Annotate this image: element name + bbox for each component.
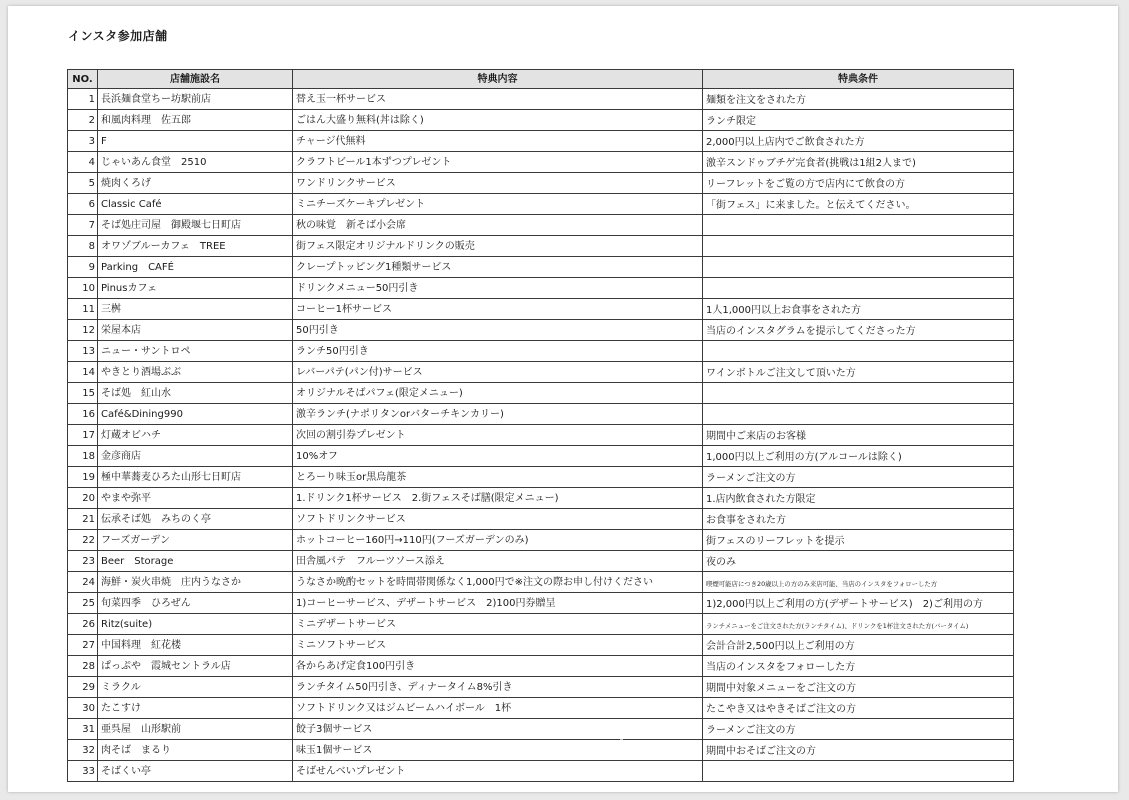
table-row — [68, 698, 1014, 719]
table-row — [68, 446, 1014, 467]
row-no: 19 — [68, 467, 98, 488]
row-condition — [703, 236, 1014, 257]
row-condition: 1)2,000円以上ご利用の方(デザートサービス) 2)ご利用の方 — [703, 593, 1014, 614]
document-page — [8, 6, 1118, 792]
row-condition — [703, 404, 1014, 425]
row-benefit: ソフトドリンクサービス — [293, 509, 703, 530]
row-shop-name: ぱっぷや 霞城セントラル店 — [98, 656, 293, 677]
row-shop-name: フーズガーデン — [98, 530, 293, 551]
row-no: 8 — [68, 236, 98, 257]
row-benefit: クレープトッピング1種類サービス — [293, 257, 703, 278]
row-shop-name: 焼肉くろげ — [98, 173, 293, 194]
row-condition: 1,000円以上ご利用の方(アルコールは除く) — [703, 446, 1014, 467]
row-no: 31 — [68, 719, 98, 740]
table-row — [68, 236, 1014, 257]
row-no: 22 — [68, 530, 98, 551]
table-row — [68, 488, 1014, 509]
table-row — [68, 761, 1014, 782]
row-no: 28 — [68, 656, 98, 677]
row-condition: たこやき又はやきそばご注文の方 — [703, 698, 1014, 719]
row-condition — [703, 257, 1014, 278]
table-row — [68, 425, 1014, 446]
row-shop-name: 金彦商店 — [98, 446, 293, 467]
row-condition: 麺類を注文をされた方 — [703, 89, 1014, 110]
table-row — [68, 740, 1014, 761]
row-shop-name: 極中華蕎麦ひろた山形七日町店 — [98, 467, 293, 488]
row-no: 20 — [68, 488, 98, 509]
row-shop-name: 海鮮・炭火串焼 庄内うなさか — [98, 572, 293, 593]
table-row — [68, 278, 1014, 299]
row-benefit: 次回の割引券プレゼント — [293, 425, 703, 446]
row-no: 30 — [68, 698, 98, 719]
table-row — [68, 530, 1014, 551]
row-shop-name: Beer Storage — [98, 551, 293, 572]
row-no: 7 — [68, 215, 98, 236]
row-shop-name: そば処庄司屋 御殿堰七日町店 — [98, 215, 293, 236]
row-shop-name: 肉そば まるり — [98, 740, 293, 761]
row-condition — [703, 383, 1014, 404]
row-benefit: チャージ代無料 — [293, 131, 703, 152]
table-row — [68, 110, 1014, 131]
table-row — [68, 593, 1014, 614]
row-condition: 期間中対象メニューをご注文の方 — [703, 677, 1014, 698]
row-condition: 当店のインスタをフォローした方 — [703, 656, 1014, 677]
scan-speck — [620, 739, 623, 740]
row-benefit: レバーパテ(パン付)サービス — [293, 362, 703, 383]
row-condition: 「街フェス」に来ました。と伝えてください。 — [703, 194, 1014, 215]
row-condition: 会計合計2,500円以上ご利用の方 — [703, 635, 1014, 656]
page-title: インスタ参加店舗 — [68, 29, 168, 43]
table-row — [68, 467, 1014, 488]
row-no: 24 — [68, 572, 98, 593]
row-benefit: ミニソフトサービス — [293, 635, 703, 656]
row-benefit: 秋の味覚 新そば小会席 — [293, 215, 703, 236]
row-benefit: 街フェス限定オリジナルドリンクの販売 — [293, 236, 703, 257]
row-no: 23 — [68, 551, 98, 572]
row-condition: 夜のみ — [703, 551, 1014, 572]
row-no: 12 — [68, 320, 98, 341]
row-no: 14 — [68, 362, 98, 383]
table-row — [68, 257, 1014, 278]
row-condition: 2,000円以上店内でご飲食された方 — [703, 131, 1014, 152]
row-condition: ランチ限定 — [703, 110, 1014, 131]
row-shop-name: Parking CAFÉ — [98, 257, 293, 278]
row-shop-name: 亜呉屋 山形駅前 — [98, 719, 293, 740]
row-condition — [703, 341, 1014, 362]
row-no: 9 — [68, 257, 98, 278]
table-row — [68, 509, 1014, 530]
table-row — [68, 215, 1014, 236]
row-condition: ワインボトルご注文して頂いた方 — [703, 362, 1014, 383]
table-row — [68, 404, 1014, 425]
row-shop-name: Ritz(suite) — [98, 614, 293, 635]
row-no: 6 — [68, 194, 98, 215]
row-benefit: 味玉1個サービス — [293, 740, 703, 761]
row-no: 26 — [68, 614, 98, 635]
row-shop-name: 三桝 — [98, 299, 293, 320]
header-condition: 特典条件 — [703, 70, 1014, 89]
row-shop-name: やきとり酒場ぶぶ — [98, 362, 293, 383]
row-condition — [703, 278, 1014, 299]
row-condition: ラーメンご注文の方 — [703, 467, 1014, 488]
row-benefit: 替え玉一杯サービス — [293, 89, 703, 110]
row-no: 3 — [68, 131, 98, 152]
table-row — [68, 131, 1014, 152]
table-row — [68, 89, 1014, 110]
row-condition: 街フェスのリーフレットを提示 — [703, 530, 1014, 551]
row-benefit: とろーり味玉or黒烏龍茶 — [293, 467, 703, 488]
row-benefit: ミニデザートサービス — [293, 614, 703, 635]
table-row — [68, 614, 1014, 635]
row-condition: リーフレットをご覧の方で店内にて飲食の方 — [703, 173, 1014, 194]
row-shop-name: F — [98, 131, 293, 152]
row-no: 4 — [68, 152, 98, 173]
row-benefit: ドリンクメニュー50円引き — [293, 278, 703, 299]
row-benefit: 50円引き — [293, 320, 703, 341]
row-shop-name: じゃいあん食堂 2510 — [98, 152, 293, 173]
row-shop-name: そば処 紅山水 — [98, 383, 293, 404]
row-condition: 1.店内飲食された方限定 — [703, 488, 1014, 509]
row-benefit: コーヒー1杯サービス — [293, 299, 703, 320]
row-no: 21 — [68, 509, 98, 530]
table-body — [68, 89, 1014, 782]
table-row — [68, 635, 1014, 656]
row-benefit: 田舎風パテ フルーツソース添え — [293, 551, 703, 572]
table-row — [68, 656, 1014, 677]
row-shop-name: Classic Café — [98, 194, 293, 215]
row-condition: ランチメニューをご注文された方(ランチタイム)、ドリンクを1杯注文された方(バータイム) — [703, 614, 1014, 635]
table-row — [68, 320, 1014, 341]
table-row — [68, 719, 1014, 740]
row-condition — [703, 215, 1014, 236]
row-benefit: 餃子3個サービス — [293, 719, 703, 740]
row-benefit: うなさか晩酌セットを時間帯関係なく1,000円で※注文の際お申し付けください — [293, 572, 703, 593]
table-row — [68, 152, 1014, 173]
row-shop-name: 長浜麺食堂ちー坊駅前店 — [98, 89, 293, 110]
row-no: 16 — [68, 404, 98, 425]
row-benefit: そばせんべいプレゼント — [293, 761, 703, 782]
row-no: 18 — [68, 446, 98, 467]
row-condition: 喫煙可能店につき20歳以上の方のみ来店可能、当店のインスタをフォローした方 — [703, 572, 1014, 593]
row-condition: 1人1,000円以上お食事をされた方 — [703, 299, 1014, 320]
table-header-row — [68, 70, 1014, 89]
shop-table — [67, 69, 1014, 782]
row-no: 33 — [68, 761, 98, 782]
row-benefit: ランチタイム50円引き、ディナータイム8%引き — [293, 677, 703, 698]
row-shop-name: 伝承そば処 みちのく亭 — [98, 509, 293, 530]
row-shop-name: 旬菜四季 ひろぜん — [98, 593, 293, 614]
table-row — [68, 572, 1014, 593]
row-shop-name: 栄屋本店 — [98, 320, 293, 341]
table-row — [68, 551, 1014, 572]
row-no: 27 — [68, 635, 98, 656]
row-benefit: ごはん大盛り無料(丼は除く) — [293, 110, 703, 131]
table-row — [68, 194, 1014, 215]
row-shop-name: Café&Dining990 — [98, 404, 293, 425]
table-row — [68, 173, 1014, 194]
row-shop-name: ミラクル — [98, 677, 293, 698]
row-shop-name: そばくい亭 — [98, 761, 293, 782]
table-row — [68, 383, 1014, 404]
row-benefit: 1)コーヒーサービス、デザートサービス 2)100円券贈呈 — [293, 593, 703, 614]
row-condition: 当店のインスタグラムを提示してくださった方 — [703, 320, 1014, 341]
row-shop-name: やまや弥平 — [98, 488, 293, 509]
row-no: 10 — [68, 278, 98, 299]
header-benefit: 特典内容 — [293, 70, 703, 89]
table-row — [68, 362, 1014, 383]
row-benefit: ランチ50円引き — [293, 341, 703, 362]
row-benefit: 10%オフ — [293, 446, 703, 467]
row-benefit: ソフトドリンク又はジムビームハイボール 1杯 — [293, 698, 703, 719]
row-benefit: 激辛ランチ(ナポリタンorバターチキンカリー) — [293, 404, 703, 425]
row-benefit: ホットコーヒー160円→110円(フーズガーデンのみ) — [293, 530, 703, 551]
row-benefit: 各からあげ定食100円引き — [293, 656, 703, 677]
table-row — [68, 341, 1014, 362]
row-shop-name: オワゾブルーカフェ TREE — [98, 236, 293, 257]
row-benefit: 1.ドリンク1杯サービス 2.街フェスそば膳(限定メニュー) — [293, 488, 703, 509]
header-name: 店舗施設名 — [98, 70, 293, 89]
row-no: 1 — [68, 89, 98, 110]
row-no: 17 — [68, 425, 98, 446]
row-no: 5 — [68, 173, 98, 194]
row-no: 25 — [68, 593, 98, 614]
row-shop-name: ニュー・サントロペ — [98, 341, 293, 362]
row-shop-name: たこすけ — [98, 698, 293, 719]
row-condition: ラーメンご注文の方 — [703, 719, 1014, 740]
row-condition: 期間中ご来店のお客様 — [703, 425, 1014, 446]
row-condition: お食事をされた方 — [703, 509, 1014, 530]
row-condition: 激辛スンドゥブチゲ完食者(挑戦は1組2人まで) — [703, 152, 1014, 173]
row-benefit: ミニチーズケーキプレゼント — [293, 194, 703, 215]
row-no: 15 — [68, 383, 98, 404]
row-shop-name: 中国料理 紅花楼 — [98, 635, 293, 656]
row-shop-name: 和風肉料理 佐五郎 — [98, 110, 293, 131]
row-no: 32 — [68, 740, 98, 761]
row-no: 29 — [68, 677, 98, 698]
row-benefit: クラフトビール1本ずつプレゼント — [293, 152, 703, 173]
table-row — [68, 677, 1014, 698]
row-condition — [703, 761, 1014, 782]
row-no: 11 — [68, 299, 98, 320]
row-benefit: オリジナルそばパフェ(限定メニュー) — [293, 383, 703, 404]
row-no: 2 — [68, 110, 98, 131]
table-row — [68, 299, 1014, 320]
row-no: 13 — [68, 341, 98, 362]
row-benefit: ワンドリンクサービス — [293, 173, 703, 194]
header-no: NO. — [68, 70, 98, 89]
row-shop-name: Pinusカフェ — [98, 278, 293, 299]
row-shop-name: 灯蔵オビハチ — [98, 425, 293, 446]
row-condition: 期間中おそばご注文の方 — [703, 740, 1014, 761]
